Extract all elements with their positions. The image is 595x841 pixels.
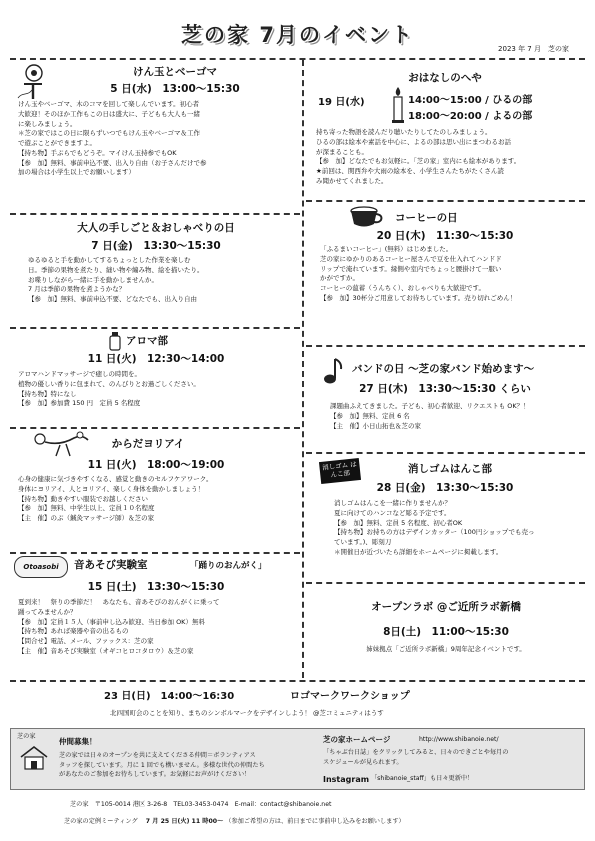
- oto-title: 音あそび実験室: [74, 559, 148, 571]
- coffee-line: リップで淹れています。縁側や室内でちょっと腰掛けて一服い: [320, 264, 502, 273]
- divider-right-4: [306, 582, 585, 584]
- aroma-line: 【参 加】参加費 150 円 定員 5 名程度: [18, 399, 141, 408]
- keshigomu-title: 消しゴムはんこ部: [408, 463, 492, 475]
- divider-bottom: [10, 680, 585, 682]
- coffee-when: 20 日(木) 11:30〜15:30: [376, 230, 514, 242]
- dateline: 2023 年 7 月 芝の家: [498, 45, 569, 53]
- meeting-note: （参加ご希望の方は、前日までに事前申し込みをお願いします）: [225, 818, 405, 825]
- oto-line: 【主 催】音あそび実験室（オギコヒロコタロウ）＆芝の家: [18, 646, 194, 655]
- aroma-body: [18, 370, 200, 409]
- oto-body: [18, 598, 220, 657]
- aroma-line: 【持ち物】特になし: [18, 389, 77, 398]
- coffee-body: [320, 245, 516, 304]
- band-line: 課題曲ふえてきました。子ども、初心者歓迎、リクエストも OK？！: [330, 402, 530, 410]
- hp-url[interactable]: http://www.shibanoie.net/: [419, 736, 499, 743]
- teshigoto-line: 日。季節の果物を煮たり、縫い物や編み物、絵を描いたり。: [28, 265, 204, 274]
- yoga-line: 心身の健康に気づきやすくなる、感覚と動きのセルフケアワーク。: [18, 475, 213, 483]
- ohanashi-day: 19 日(水): [318, 97, 365, 108]
- otoasobi-logo: Otoasobi: [14, 556, 68, 578]
- keshigomu-badge: 消しゴム はんこ部: [319, 458, 361, 484]
- coffee-title: コーヒーの日: [395, 212, 458, 224]
- ohanashi-body: [316, 128, 520, 187]
- keshigomu-body: [334, 499, 534, 558]
- yoga-line: 身体にヨリアイ、人とヨリアイ、楽しく身体を動かしましょう！: [18, 484, 205, 493]
- aroma-when: 11 日(火) 12:30〜14:00: [87, 353, 225, 365]
- coffee-cup-icon: [348, 204, 384, 230]
- kendama-line: ＊芝の家ではこの日に限らずいつでもけん玉やベーゴマ＆工作: [18, 129, 200, 138]
- band-title: バンドの日 〜芝の家バンド始めます〜: [352, 363, 535, 375]
- footer-box: [10, 728, 585, 790]
- kendama-when: 5 日(水) 13:00〜15:30: [110, 83, 240, 95]
- keshigomu-line: 消しゴムはんこを一緒に作りませんか？: [334, 499, 451, 507]
- ohanashi-line: が深まることも。: [316, 147, 368, 156]
- stretching-figure-icon: [30, 430, 92, 458]
- band-line: 【参 加】無料、定員 6 名: [330, 411, 410, 420]
- recruit-title: 仲間募集！: [59, 737, 97, 746]
- kendama-body: [18, 100, 207, 178]
- keshigomu-line: ＊開催日が近づいたら詳細をホームページに掲載します。: [334, 547, 503, 556]
- divider-left-3: [10, 427, 300, 429]
- openlab-body: [306, 645, 586, 655]
- yoga-line: 【持ち物】動きやすい服装でお越しください: [18, 494, 148, 503]
- kendama-line: 大歓迎！そのほか工作もこの日は盛大に、子どもも大人も一緒: [18, 109, 200, 118]
- kendama-title: けん玉とベーゴマ: [133, 66, 217, 78]
- coffee-line: 「ふるまいコーヒー」(無料）はじめました。: [320, 245, 453, 253]
- instagram-text: 「shibanoie_staff」も日々更新中！: [371, 775, 474, 782]
- keshigomu-line: 夏に向けてのハンコなど彫る予定です。: [334, 508, 451, 517]
- ohanashi-line: 【参 加】どなたでもお気軽に。「芝の家」室内にも絵本があります。: [316, 157, 521, 166]
- candle-icon: [391, 85, 405, 125]
- divider-left-4: [10, 552, 300, 554]
- oto-subtitle: 「踊りのおんがく」: [190, 561, 267, 571]
- coffee-line: コーヒーの薀蓄（うんちく）、おしゃべりも大歓迎です。: [320, 284, 485, 292]
- yoga-body: [18, 475, 213, 524]
- hp-body: [323, 748, 508, 767]
- openlab-when: 8日(土) 11:00〜15:30: [383, 626, 509, 638]
- keshigomu-line: 【参 加】無料、定員 5 名程度、初心者OK: [334, 518, 463, 527]
- coffee-line: かがですか。: [320, 274, 359, 283]
- recruit-body: [59, 751, 265, 780]
- coffee-line: 芝の家にゆかりのあるコーヒー屋さんで豆を仕入れてハンドド: [320, 254, 502, 263]
- divider-center: [302, 60, 304, 678]
- coffee-line: 【参 加】30杯分ご用意してお待ちしています。売り切れごめん！: [320, 293, 517, 302]
- band-line: 【主 催】小日山拓也＆芝の家: [330, 421, 421, 430]
- house-icon: [19, 745, 49, 771]
- ohanashi-title: おはなしのへや: [408, 72, 482, 84]
- recruit-line: 芝の家では日々のオープンを共に支えてくださる仲間＝ボランティアス: [59, 752, 256, 759]
- hp-line: 「ちゃぶ台日誌」をクリックしてみると、日々のできごとや毎月の: [323, 749, 509, 756]
- oto-line: 【持ち物】あれば楽器や音の出るもの: [18, 627, 129, 636]
- yoga-line: 【参 加】無料、中学生以上、定員１０名程度: [18, 504, 155, 513]
- ohanashi-line: み聞かせてくれました。: [316, 176, 388, 185]
- aroma-line: 植物の優しい香りに包まれて、のんびりとお過ごしください。: [18, 379, 200, 388]
- teshigoto-line: 【参 加】無料、事前申込不要、どなたでも、出入り自由: [28, 295, 197, 303]
- divider-right-2: [306, 345, 585, 347]
- divider-top: [10, 58, 585, 60]
- recruit-line: があなたのご参加をお待ちしています。お気軽にお声がけください！: [59, 771, 251, 779]
- kendama-icon: [12, 62, 52, 102]
- keshigomu-line: ています。)、彫刻刀: [334, 538, 392, 546]
- kendama-line: 【参 加】無料、事前申込不要、出入り自由（お子さんだけで参: [18, 158, 207, 167]
- band-body: [330, 402, 530, 431]
- oto-when: 15 日(土) 13:30〜15:30: [87, 581, 225, 593]
- oto-line: 【参 加】定員１５人（事前申し込み歓迎、当日参加 OK）無料: [18, 617, 205, 626]
- teshigoto-line: お喋りしながら一緒に手を動かしませんか。: [28, 275, 158, 284]
- teshigoto-line: ゆるゆると手を動かしてするちょっとした作業を楽しむ: [28, 256, 191, 264]
- keshigomu-line: 【持ち物】お持ちの方はデザインカッター（100円ショップでも売っ: [334, 528, 535, 537]
- teshigoto-title: 大人の手しごと＆おしゃべりの日: [77, 222, 235, 234]
- kendama-line: けん玉やベーゴマ、木のコマを回して楽しんでいます。初心者: [18, 100, 200, 108]
- ohanashi-line: ひるの部は絵本や素話を中心に、よるの部は思い出にまつわるお話: [316, 137, 511, 146]
- hp-title: 芝の家ホームページ: [323, 735, 391, 744]
- yoga-title: からだヨリアイ: [111, 438, 185, 450]
- aroma-title: アロマ部: [126, 335, 168, 347]
- logomark-line: 北四国町会のことを知り、まちのシンボルマークをデザインしよう！ @芝コミュニティはうす: [110, 709, 384, 717]
- yoga-when: 11 日(火) 18:00〜19:00: [87, 459, 225, 471]
- ohanashi-time1: 14:00〜15:00 / ひるの部: [408, 95, 533, 106]
- divider-left-2: [10, 327, 300, 329]
- meeting-when: 7 月 25 日(火) 11 時00〜: [145, 818, 224, 825]
- kendama-line: で遊ぶことができますよ。: [18, 139, 96, 147]
- kendama-line: 【持ち物】手ぶらでもどうぞ。マイけん玉持参でもOK: [18, 148, 177, 157]
- ohanashi-line: 持ち寄った物語を読んだり聴いたりしてたのしみましょう。: [316, 128, 492, 136]
- yoga-line: 【主 催】のぶ（鍼灸マッサージ師）＆芝の家: [18, 514, 155, 522]
- page-title: 芝の家 7月のイベント: [181, 23, 414, 47]
- meeting-prefix: 芝の家の定例ミーティング: [64, 818, 138, 825]
- keshigomu-when: 28 日(金) 13:30〜15:30: [376, 482, 514, 494]
- recruit-line: タッフを探しています。月に 1 回でも構いません。多様な世代の仲間たち: [59, 761, 265, 769]
- kendama-line: 加の場合は小学生以上でお願いします）: [18, 168, 135, 177]
- ohanashi-time2: 18:00〜20:00 / よるの部: [408, 111, 533, 122]
- teshigoto-body: [28, 256, 204, 305]
- openlab-title: オープンラボ @ご近所ラボ新橋: [371, 601, 521, 613]
- footer-meeting: [64, 818, 405, 827]
- teshigoto-when: 7 日(金) 13:30〜15:30: [91, 240, 221, 252]
- oto-line: 【問合せ】電話、メール、ファックス：芝の家: [18, 637, 154, 645]
- oto-line: 踊ってみませんか？: [18, 607, 77, 616]
- band-when: 27 日(木) 13:30〜15:30 くらい: [359, 383, 531, 395]
- kendama-line: に楽しみましょう。: [18, 119, 77, 128]
- logomark-title: ロゴマークワークショップ: [290, 691, 410, 702]
- hp-line: スケジュールが見られます。: [323, 758, 403, 766]
- aroma-bottle-icon: [108, 331, 122, 351]
- divider-right-3: [306, 452, 585, 454]
- aroma-line: アロマハンドマッサージで癒しの時間を。: [18, 370, 142, 378]
- teshigoto-line: 7 月は季節の果物を煮ようかな？: [28, 285, 126, 294]
- divider-right-1: [306, 200, 585, 202]
- instagram-label: Instagram: [323, 775, 370, 784]
- oto-line: 夏到来！ 祭りの季節だ！ あなたも、音あそびのおんがくに乗って: [18, 598, 220, 606]
- logomark-when: 23 日(日) 14:00〜16:30: [104, 691, 235, 702]
- footer-house-label: 芝の家: [17, 733, 36, 740]
- ohanashi-line: ★前回は、関西弁や大雨の絵本を、小学生さんたちがたくさん読: [316, 167, 504, 175]
- footer-address: 芝の家 〒105-0014 港区 3-26-8 TEL03-3453-0474 E-mail：contact@shibanoie.net: [70, 801, 332, 808]
- divider-left-1: [10, 213, 300, 215]
- openlab-line: 姉妹拠点「ご近所ラボ新橋」9周年記念イベントです。: [366, 645, 526, 653]
